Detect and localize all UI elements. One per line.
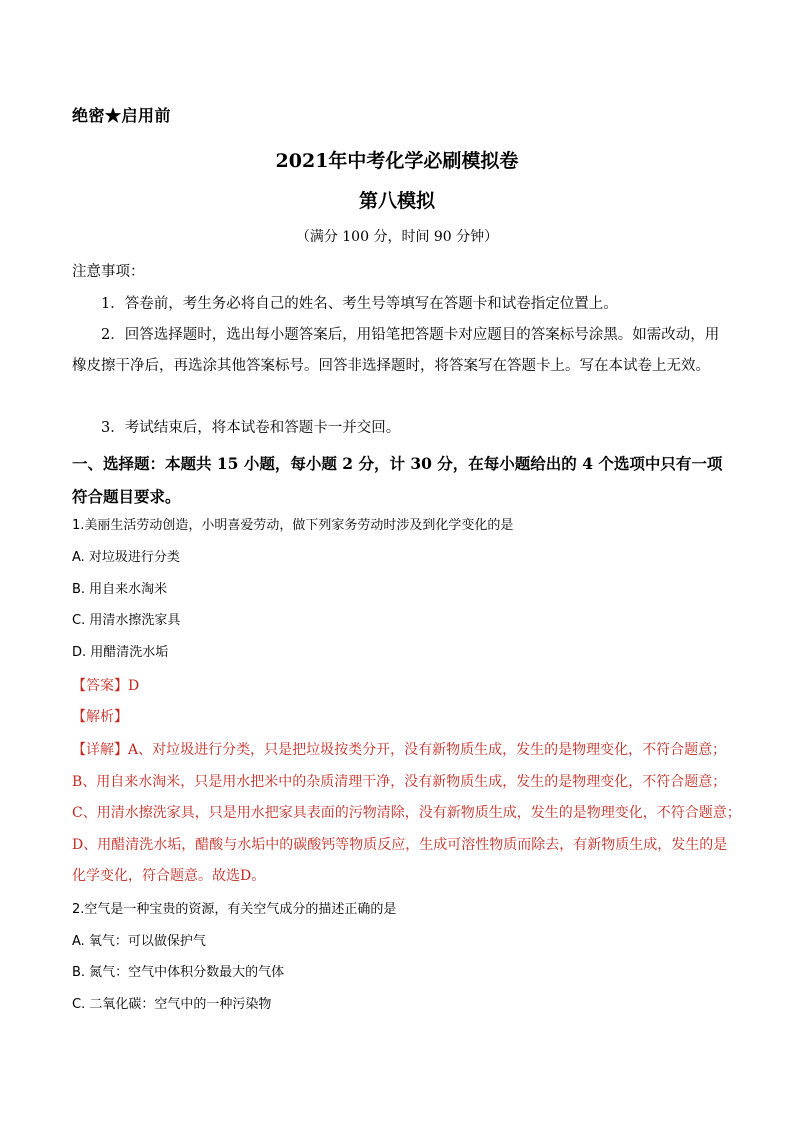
question-2-option-b: B. 氮气：空气中体积分数最大的气体 (72, 965, 285, 980)
answer-label: 【答案】 (72, 678, 128, 694)
detail-line-5: 化学变化，符合题意。故选D。 (72, 868, 266, 884)
detail-line-3: C、用清水擦洗家具，只是用水把家具表面的污物清除，没有新物质生成，发生的是物理变化，不符合题意； (72, 805, 741, 821)
exam-title: 2021年中考化学必刷模拟卷 (275, 150, 519, 172)
question-1-stem: 1.美丽生活劳动创造，小明喜爱劳动，做下列家务劳动时涉及到化学变化的是 (72, 518, 514, 533)
detail-line-2: B、用自来水淘米，只是用水把米中的杂质清理干净，没有新物质生成，发生的是物理变化，不符合题意； (72, 773, 727, 790)
notice-item-3: 3．考试结束后，将本试卷和答题卡一并交回。 (101, 420, 401, 436)
question-1-answer (72, 675, 139, 695)
question-1-detail (72, 735, 741, 893)
question-1-option-b: B. 用自来水淘米 (72, 582, 168, 597)
notice-item-2: 2．回答选择题时，选出每小题答案后，用铅笔把答题卡对应题目的答案标号涂黑。如需改动，用橡皮擦干净后，再选涂其他答案标号。回答非选择题时，将答案写在答题卡上。写在本试卷上无效。 (72, 327, 720, 374)
exam-meta: （满分 100 分，时间 90 分钟） (295, 229, 499, 245)
secret-mark: 绝密★启用前 (72, 106, 172, 125)
question-1-option-c: C. 用清水擦洗家具 (72, 613, 181, 628)
detail-label: 【详解】 (72, 742, 128, 758)
notice-item-1: 1．答卷前，考生务必将自己的姓名、考生号等填写在答题卡和试卷指定位置上。 (101, 296, 618, 312)
notice-heading: 注意事项： (72, 264, 145, 280)
question-1-analysis-label: 【解析】 (72, 709, 128, 725)
exam-subtitle: 第八模拟 (358, 190, 435, 212)
question-2-stem: 2.空气是一种宝贵的资源，有关空气成分的描述正确的是 (72, 902, 397, 917)
question-1-option-d: D. 用醋清洗水垢 (72, 645, 169, 660)
question-2-option-c: C. 二氧化碳：空气中的一种污染物 (72, 997, 272, 1012)
detail-line-1 (72, 735, 727, 767)
section-heading: 一、选择题：本题共 15 小题，每小题 2 分，计 30 分，在每小题给出的 4 个选项中只有一项符合题目要求。 (72, 454, 723, 506)
question-2-option-a: A. 氧气：可以做保护气 (72, 934, 206, 949)
detail-text-a: A、对垃圾进行分类，只是把垃圾按类分开，没有新物质生成，发生的是物理变化，不符合题意； (128, 742, 727, 758)
answer-value: D (128, 678, 140, 694)
detail-line-4: D、用醋清洗水垢，醋酸与水垢中的碳酸钙等物质反应，生成可溶性物质而除去，有新物质生成，发生的是 (72, 836, 728, 853)
question-1-option-a: A. 对垃圾进行分类 (72, 550, 180, 565)
